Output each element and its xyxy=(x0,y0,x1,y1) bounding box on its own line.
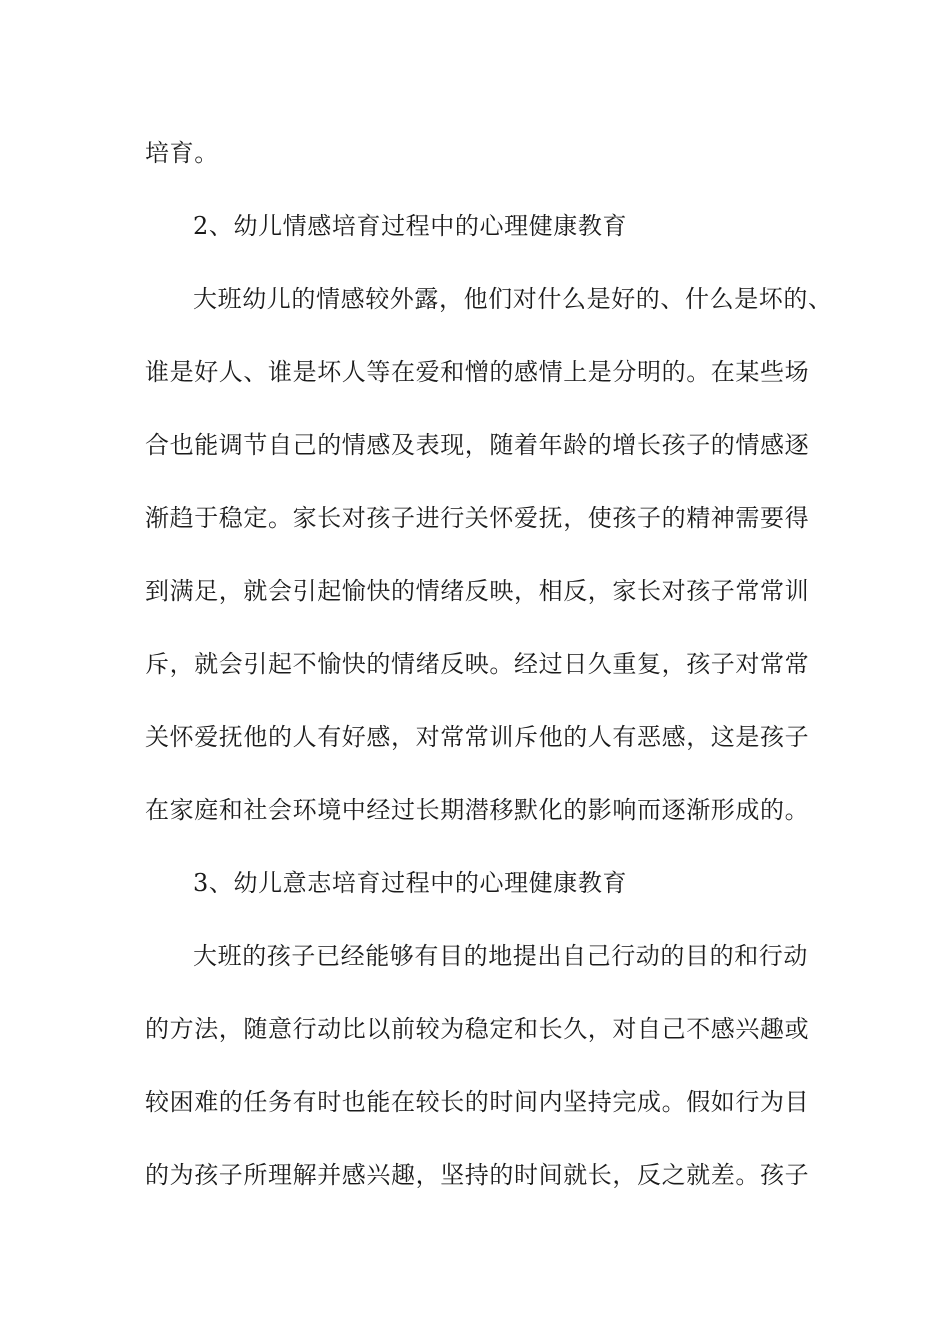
body-line: 关怀爱抚他的人有好感，对常常训斥他的人有恶感，这是孩子 xyxy=(145,723,810,751)
body-line: 的方法，随意行动比以前较为稳定和长久，对自己不感兴趣或 xyxy=(145,1015,810,1043)
body-line: 渐趋于稳定。家长对孩子进行关怀爱抚，使孩子的精神需要得 xyxy=(145,504,810,532)
section-heading-emotion: 2、幼儿情感培育过程中的心理健康教育 xyxy=(193,212,628,240)
body-line: 斥，就会引起不愉快的情绪反映。经过日久重复，孩子对常常 xyxy=(145,650,810,678)
body-line: 较困难的任务有时也能在较长的时间内坚持完成。假如行为目 xyxy=(145,1088,810,1116)
body-line: 在家庭和社会环境中经过长期潜移默化的影响而逐渐形成的。 xyxy=(145,796,810,824)
body-line: 到满足，就会引起愉快的情绪反映，相反，家长对孩子常常训 xyxy=(145,577,810,605)
body-line: 大班幼儿的情感较外露，他们对什么是好的、什么是坏的、 xyxy=(193,285,833,313)
paragraph-end-line: 培育。 xyxy=(145,139,219,167)
body-line: 大班的孩子已经能够有目的地提出自己行动的目的和行动 xyxy=(193,942,808,970)
section-heading-will: 3、幼儿意志培育过程中的心理健康教育 xyxy=(193,869,628,897)
body-line: 合也能调节自己的情感及表现，随着年龄的增长孩子的情感逐 xyxy=(145,431,810,459)
body-line: 谁是好人、谁是坏人等在爱和憎的感情上是分明的。在某些场 xyxy=(145,358,810,386)
body-line: 的为孩子所理解并感兴趣，坚持的时间就长，反之就差。孩子 xyxy=(145,1161,810,1189)
